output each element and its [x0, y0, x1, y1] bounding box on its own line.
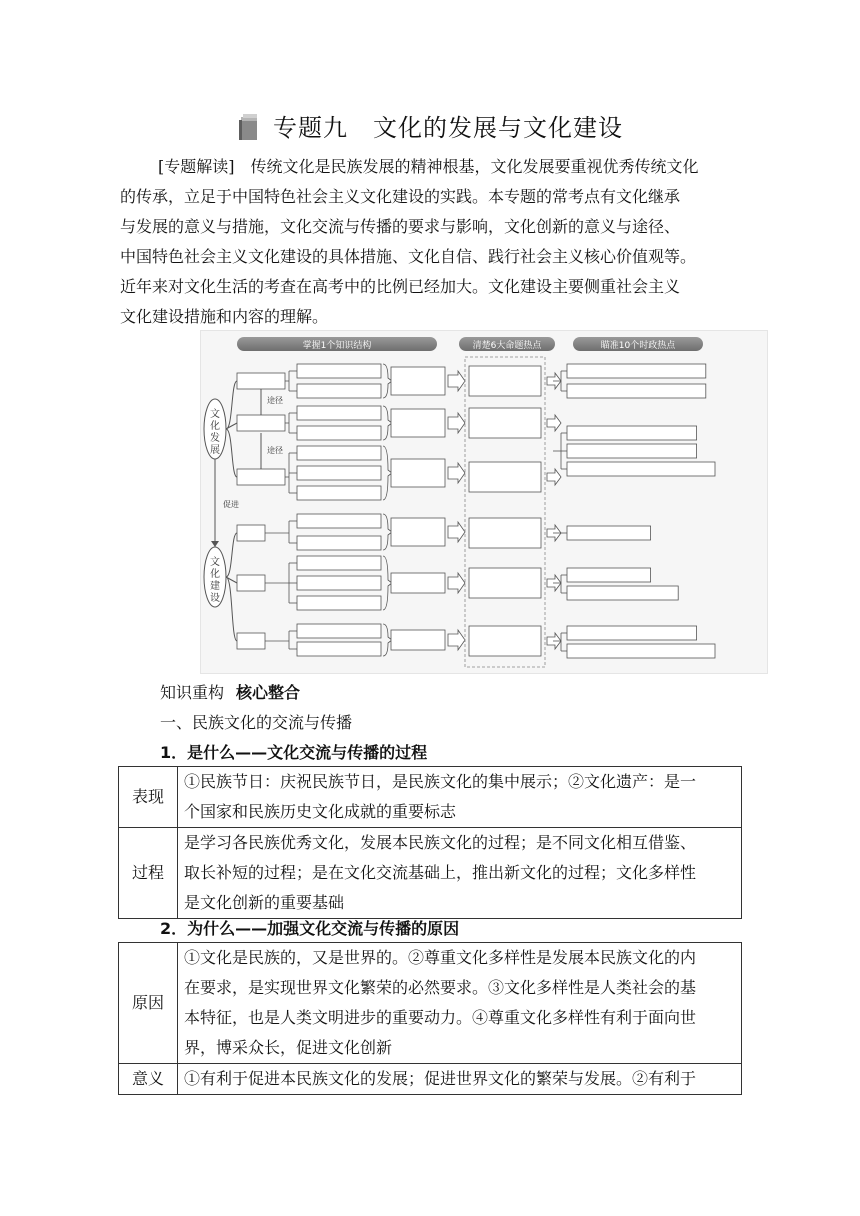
news-node [567, 644, 715, 658]
item-node [297, 486, 381, 500]
hotspot-node [469, 568, 541, 598]
news-node [567, 526, 651, 540]
subheading-2: 2．为什么——加强文化交流与传播的原因 [160, 919, 460, 938]
link-promote: 促进 [223, 500, 239, 509]
news-node [567, 384, 706, 398]
item-node [297, 364, 381, 378]
news-node [567, 462, 715, 476]
hotspot-node [469, 366, 541, 396]
intro-line: 文化建设措施和内容的理解。 [120, 307, 329, 326]
table-row [119, 943, 742, 1064]
svg-text:文: 文 [210, 557, 220, 568]
row-content: ①有利于促进本民族文化的发展；促进世界文化的繁荣与发展。②有利于 [178, 1064, 742, 1095]
row-content: 是学习各民族优秀文化，发展本民族文化的过程；是不同文化相互借鉴、 取长补短的过程；是在文化交流基础上，推出新文化的过程；文化多样性 是文化创新的重要基础 [178, 828, 742, 919]
row-content: ①文化是民族的，又是世界的。②尊重文化多样性是发展本民族文化的内 在要求，是实现世界文化繁荣的必然要求。③文化多样性是人类社会的基 本特征，也是人类文明进步的重要动力。④尊重文化多样性有利于面向世 界，博采众长，促进文化创新 [178, 943, 742, 1064]
branch-node [237, 575, 265, 591]
sub-node [391, 409, 445, 437]
item-node [297, 514, 381, 528]
link-way-1: 途径 [267, 396, 283, 405]
item-node [297, 596, 381, 610]
branch-node [237, 469, 285, 485]
sub-node [391, 630, 445, 650]
table-row [119, 828, 742, 919]
svg-text:化: 化 [210, 569, 220, 580]
item-node [297, 556, 381, 570]
hotspot-node [469, 626, 541, 656]
item-node [297, 446, 381, 460]
title-text: 专题九 文化的发展与文化建设 [273, 114, 623, 142]
item-node [297, 624, 381, 638]
news-column [553, 366, 692, 656]
diagram-header-structure [237, 337, 437, 351]
diagram-header-news [573, 337, 703, 351]
item-node [297, 642, 381, 656]
knowledge-structure-diagram [200, 330, 768, 674]
row-content: ①民族节日：庆祝民族节日，是民族文化的集中展示；②文化遗产：是一 个国家和民族历史文化成就的重要标志 [178, 767, 742, 828]
news-node [567, 626, 697, 640]
row-head: 表现 [119, 767, 178, 828]
branch-node [237, 525, 265, 541]
branch-node [237, 633, 265, 649]
intro-label: [专题解读] [158, 157, 235, 176]
item-node [297, 466, 381, 480]
table-why [118, 942, 742, 1095]
table-row [119, 1064, 742, 1095]
sub-node [391, 573, 445, 593]
root-culture-development [204, 399, 226, 459]
root-culture-building [204, 547, 226, 607]
intro-line: 的传承，立足于中国特色社会主义文化建设的实践。本专题的常考点有文化继承 [120, 187, 681, 206]
page-title [0, 108, 860, 143]
svg-text:清楚6大命题热点: 清楚6大命题热点 [472, 341, 542, 351]
news-node [567, 364, 706, 378]
intro-line: 与发展的意义与措施，文化交流与传播的要求与影响，文化创新的意义与途径、 [120, 217, 681, 236]
item-node [297, 406, 381, 420]
hotspot-node [469, 408, 541, 438]
item-node [297, 384, 381, 398]
heading-1: 一、民族文化的交流与传播 [160, 713, 353, 732]
svg-text:建: 建 [210, 581, 220, 592]
svg-text:发: 发 [210, 433, 220, 444]
section-heading [160, 680, 300, 703]
sub-node [391, 367, 445, 395]
section-heading-left: 知识重构 [160, 683, 225, 702]
book-icon [237, 114, 259, 140]
diagram-header-hotspots [459, 337, 555, 351]
hotspot-node [469, 518, 541, 548]
svg-text:瞄准10个时政热点: 瞄准10个时政热点 [600, 341, 676, 351]
news-node [567, 426, 697, 440]
branch-node [237, 415, 285, 431]
table-row [119, 767, 742, 828]
section-heading-right: 核心整合 [236, 683, 301, 702]
intro-paragraph [120, 152, 740, 332]
link-way-2: 途径 [267, 446, 283, 455]
hotspots-column [465, 357, 561, 667]
intro-line: 近年来对文化生活的考查在高考中的比例已经加大。文化建设主要侧重社会主义 [120, 277, 681, 296]
svg-text:化: 化 [210, 421, 220, 432]
table-what [118, 766, 742, 919]
sub-node [391, 518, 445, 546]
intro-line: 传统文化是民族发展的精神根基，文化发展要重视优秀传统文化 [250, 157, 699, 176]
subheading-1: 1．是什么——文化交流与传播的过程 [160, 743, 428, 762]
news-node [567, 568, 651, 582]
news-node [567, 586, 678, 600]
svg-text:设: 设 [210, 593, 220, 604]
row-head: 原因 [119, 943, 178, 1064]
row-head: 意义 [119, 1064, 178, 1095]
sub-node [391, 459, 445, 487]
item-node [297, 576, 381, 590]
item-node [297, 426, 381, 440]
branch-node [237, 373, 285, 389]
news-node [567, 444, 697, 458]
intro-line: 中国特色社会主义文化建设的具体措施、文化自信、践行社会主义核心价值观等。 [120, 247, 697, 266]
svg-text:文: 文 [210, 409, 220, 420]
svg-text:展: 展 [210, 445, 220, 456]
row-head: 过程 [119, 828, 178, 919]
hotspot-node [469, 462, 541, 492]
item-node [297, 536, 381, 550]
svg-text:掌握1个知识结构: 掌握1个知识结构 [302, 341, 372, 351]
